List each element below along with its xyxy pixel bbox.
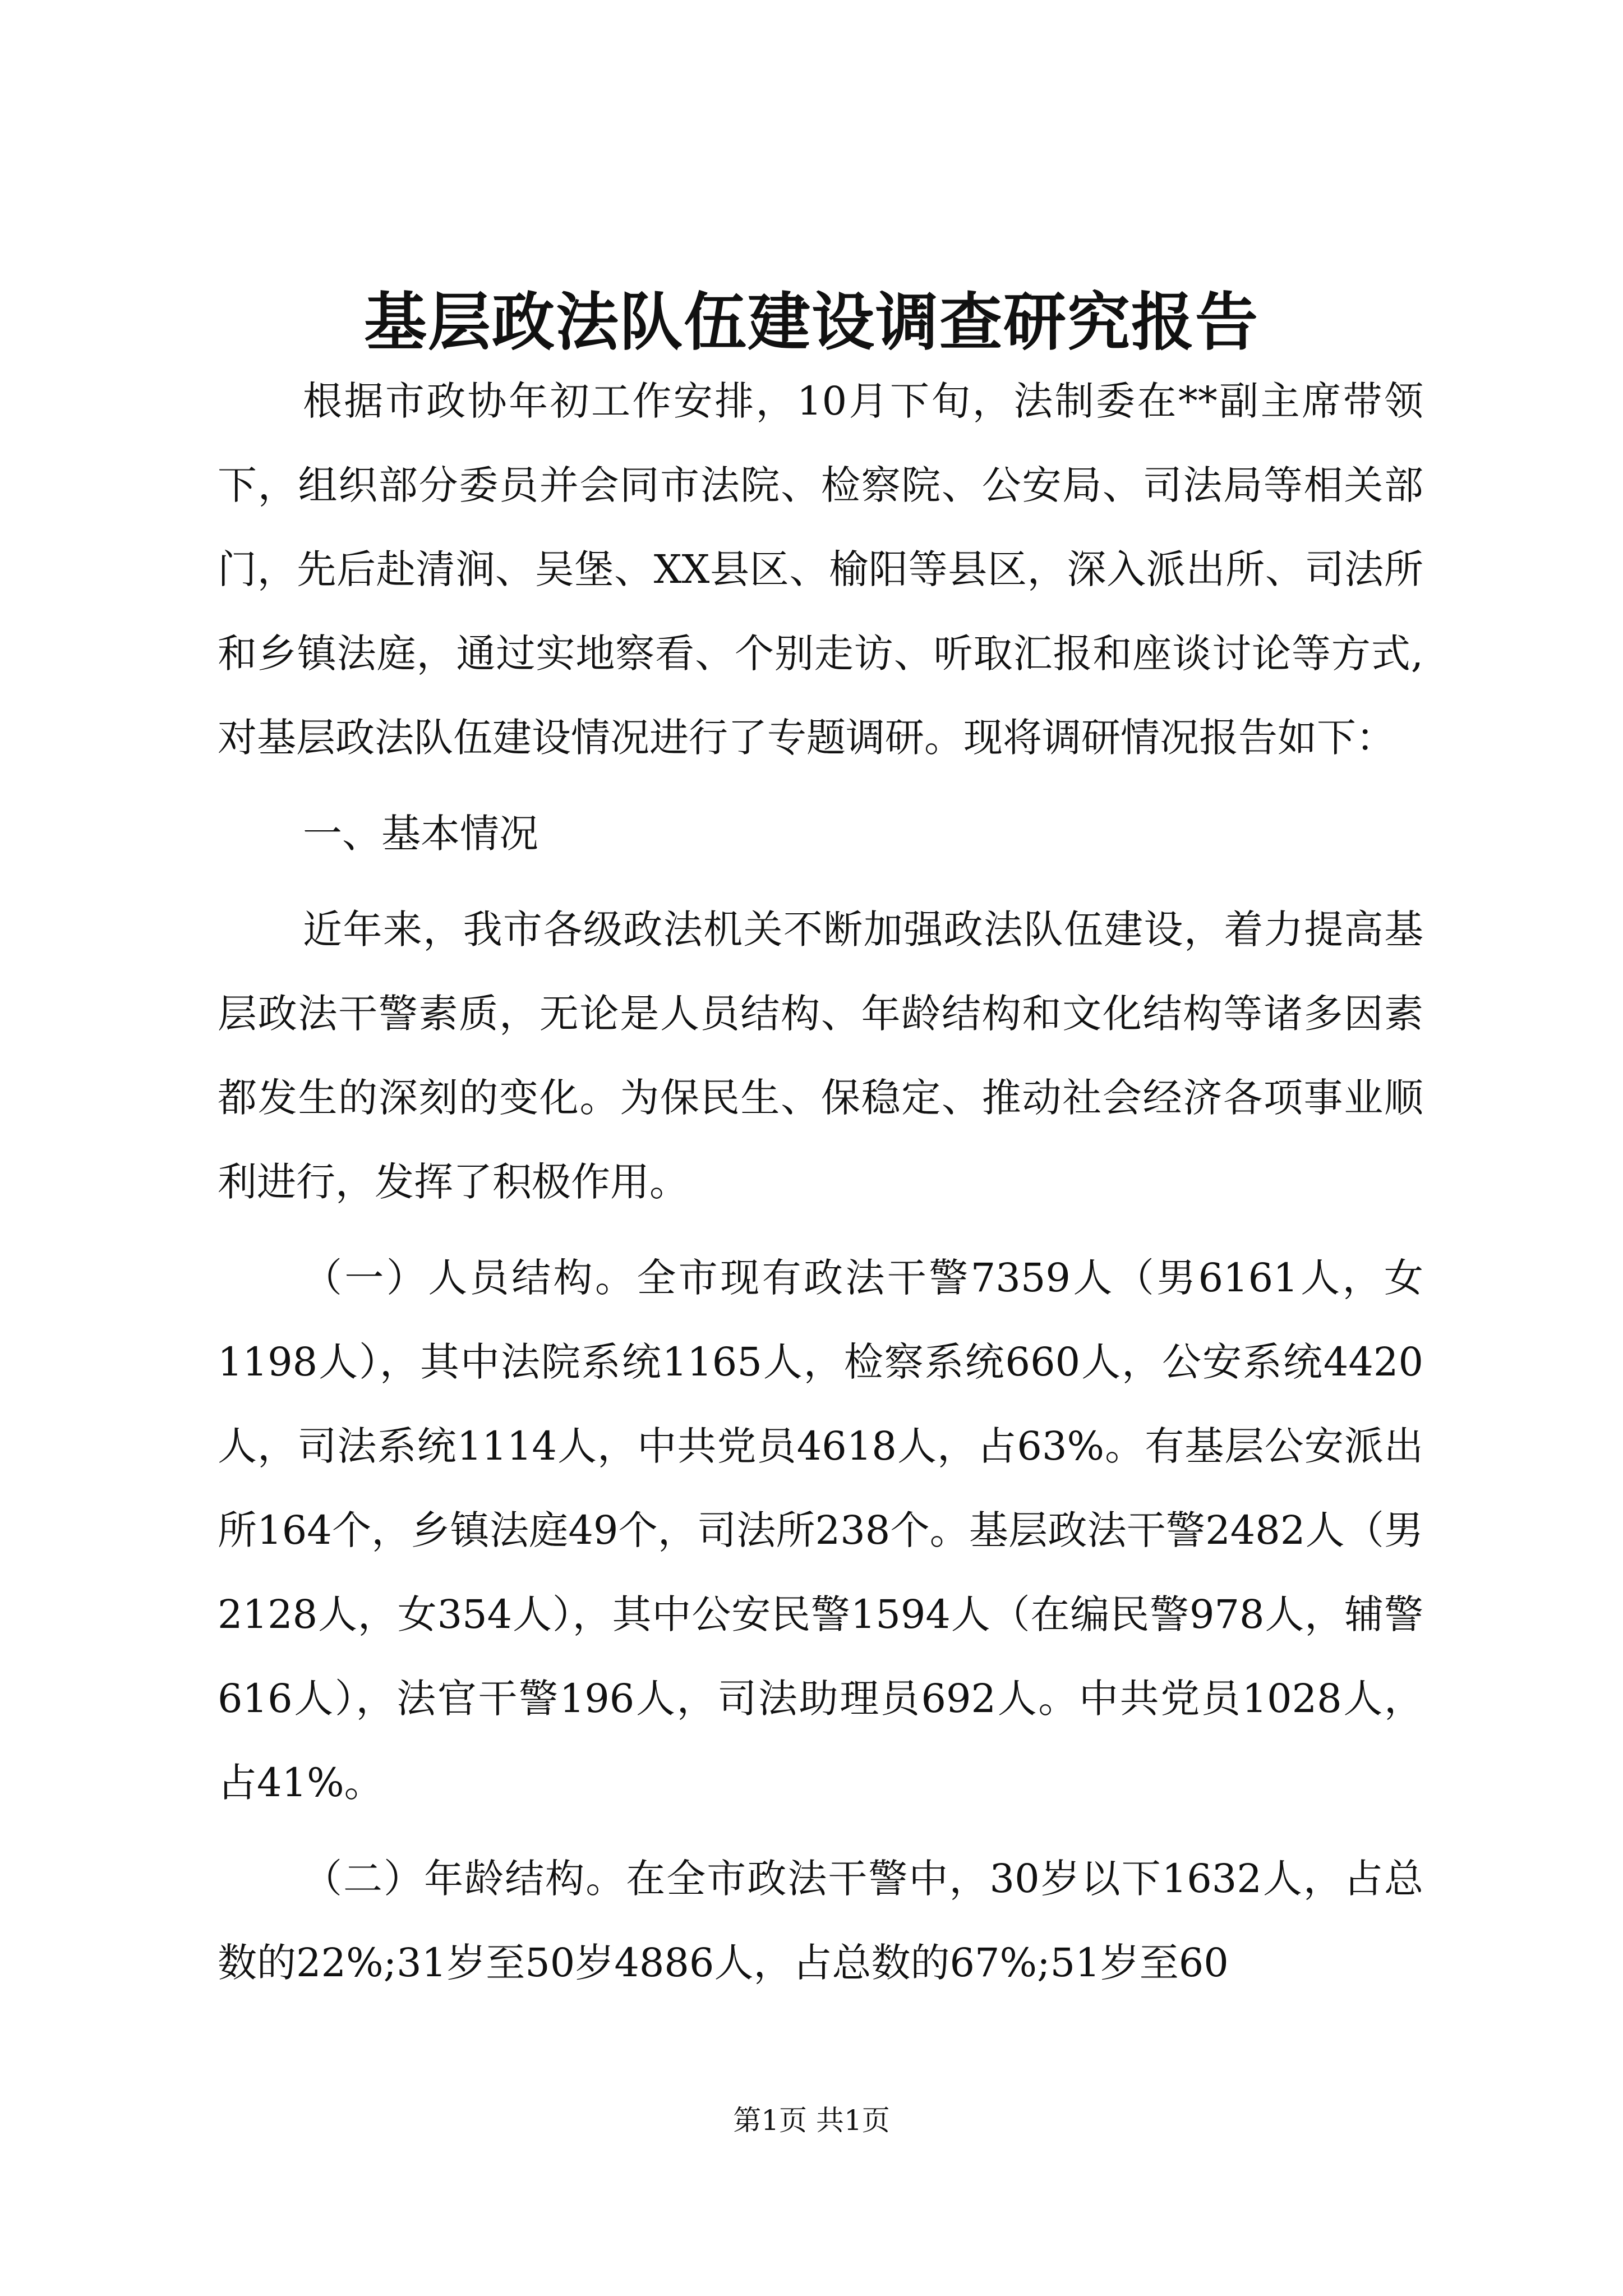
paragraph-overview: 近年来，我市各级政法机关不断加强政法队伍建设，着力提高基层政法干警素质，无论是人员结构、年龄结构和文化结构等诸多因素都发生的深刻的变化。为保民生、保稳定、推动社会经济各项事业顺利进行，发挥了积极作用。: [218, 907, 1423, 1205]
paragraph-intro: 根据市政协年初工作安排，10月下旬，法制委在**副主席带领下，组织部分委员并会同市法院、检察院、公安局、司法局等相关部门，先后赴清涧、吴堡、XX县区、榆阳等县区，深入派出所、司法所和乡镇法庭，通过实地察看、个别走访、听取汇报和座谈讨论等方式,对基层政法队伍建设情况进行了专题调研。现将调研情况报告如下：: [218, 378, 1423, 761]
page-footer: 第1页 共1页: [733, 2104, 890, 2137]
section-heading-basic-situation: 一、基本情况: [303, 811, 538, 857]
document-title: 基层政法队伍建设调查研究报告: [364, 286, 1259, 359]
document-body: [218, 359, 1423, 2017]
paragraph-age-structure: （二）年龄结构。在全市政法干警中，30岁以下1632人，占总数的22%;31岁至50岁4886人，占总数的67%;51岁至60: [218, 1856, 1423, 1986]
paragraph-personnel-structure: （一）人员结构。全市现有政法干警7359人（男6161人，女1198人），其中法院系统1165人，检察系统660人，公安系统4420人，司法系统1114人，中共党员4618人，占63%。有基层公安派出所164个，乡镇法庭49个，司法所238个。基层政法干警2482人（男2128人，女354人），其中公安民警1594人（在编民警978人，辅警616人），法官干警196人，司法助理员692人。中共党员1028人，占41%。: [218, 1255, 1423, 1806]
